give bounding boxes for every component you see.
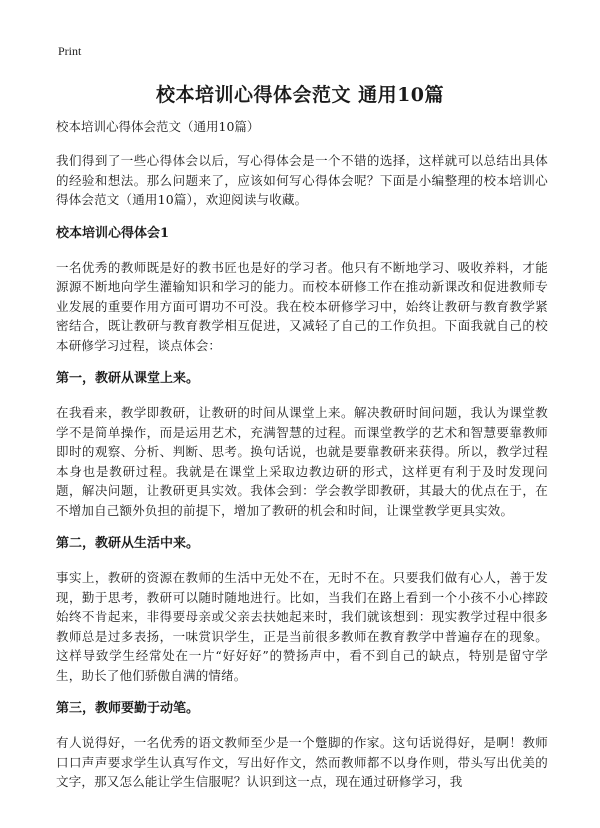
section-3-paragraph: 有人说得好，一名优秀的语文教师至少是一个蹩脚的作家。这句话说得好，是啊！教师口口声声要求学生认真写作文，写出好作文，然而教师都不以身作则，带头写出优美的文字，那又怎么能让学生信服呢？认识到这一点，现在通过研修学习，我: [56, 735, 548, 789]
section-2-heading: 第二，教研从生活中来。: [56, 536, 200, 551]
article-paragraph-1: 一名优秀的教师既是好的教书匠也是好的学习者。他只有不断地学习、吸收养料，才能源源不断地向学生灌输知识和学习的能力。而校本研修工作在推动新课改和促进教师专业发展的重要作用方面可谓功不可没。我在校本研修学习中，始终让教研与教育教学紧密结合，既让教研与教育教学相互促进，又减轻了自己的工作负担。下面我就自己的校本研修学习过程，谈点体会：: [56, 259, 548, 353]
section-2-paragraph: 事实上，教研的资源在教师的生活中无处不在，无时不在。只要我们做有心人，善于发现，勤于思考，教研可以随时随地进行。比如，当我们在路上看到一个小孩不小心摔跤始终不肯起来，非得要母亲或父亲去扶她起来时，我们就该想到：现实教学过程中很多教师总是过多表扬，一味赏识学生，正是当前很多教师在教育教学中普遍存在的现象。这样导致学生经常处在一片“好好好”的赞扬声中，看不到自己的缺点，特别是留守学生，助长了他们骄傲自满的情绪。: [56, 570, 548, 683]
intro-paragraph: 我们得到了一些心得体会以后，写心得体会是一个不错的选择，这样就可以总结出具体的经验和想法。那么问题来了，应该如何写心得体会呢？下面是小编整理的校本培训心得体会范文（通用10篇），欢迎阅读与收藏。: [56, 153, 548, 207]
page-title: 校本培训心得体会范文 通用10篇: [155, 84, 445, 106]
print-link[interactable]: Print: [58, 44, 82, 58]
section-1-heading: 第一，教研从课堂上来。: [56, 371, 200, 386]
article-heading: 校本培训心得体会1: [56, 225, 170, 241]
section-3-heading: 第三，教师要勤于动笔。: [56, 701, 200, 716]
article-body: [56, 118, 548, 807]
document-subtitle: 校本培训心得体会范文（通用10篇）: [56, 119, 260, 134]
section-1-paragraph: 在我看来，教学即教研，让教研的时间从课堂上来。解决教研时间问题，我认为课堂教学不是简单操作，而是运用艺术，充满智慧的过程。而课堂教学的艺术和智慧要靠教师即时的观察、分析、判断、思考。换句话说，也就是要靠教研来获得。所以，教学过程本身也是教研过程。我就是在课堂上采取边教边研的形式，这样更有利于及时发现问题，解决问题，让教研更具实效。我体会到：学会教学即教研，其最大的优点在于，在不增加自己额外负担的前提下，增加了教研的机会和时间，让课堂教学更具实效。: [56, 405, 548, 518]
